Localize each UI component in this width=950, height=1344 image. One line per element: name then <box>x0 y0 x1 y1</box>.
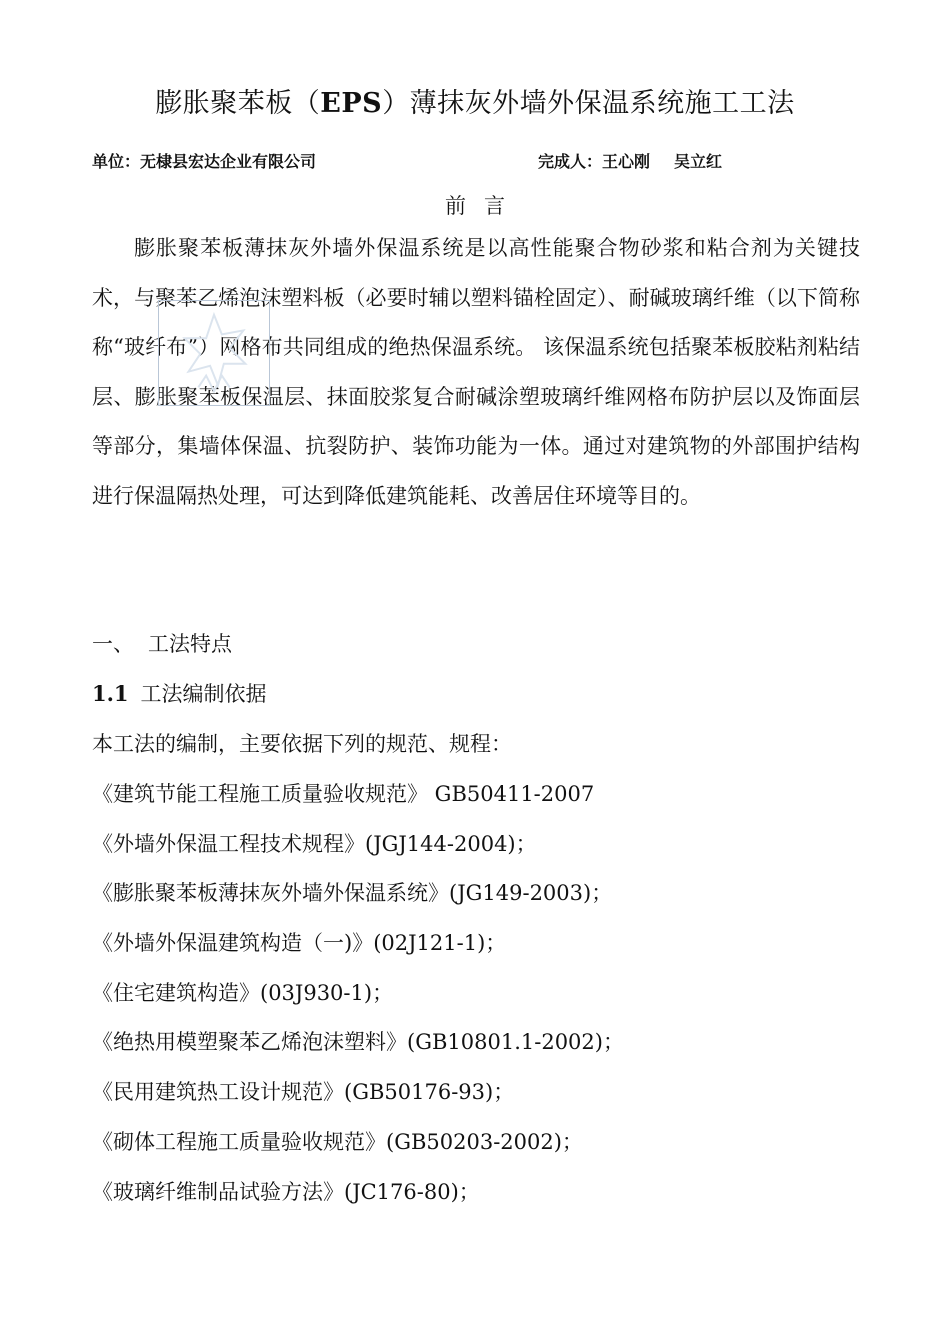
subsection-number: 1.1 <box>92 681 129 706</box>
author-label: 完成人： <box>538 152 603 171</box>
subsection-title: 工法编制依据 <box>140 682 267 706</box>
reference-item: 《民用建筑热工设计规范》(GB50176-93)； <box>92 1080 515 1105</box>
title-part-1: 膨胀聚苯板（ <box>155 88 321 119</box>
reference-list <box>92 778 624 1225</box>
reference-item: 《绝热用模塑聚苯乙烯泡沫塑料》(GB10801.1-2002)； <box>92 1030 624 1055</box>
preface-heading: 前言 <box>445 194 523 218</box>
reference-item: 《玻璃纤维制品试验方法》(JC176-80)； <box>92 1179 480 1204</box>
section-heading-1 <box>92 628 232 660</box>
document-meta <box>92 150 872 174</box>
reference-item: 《建筑节能工程施工质量验收规范》 GB50411-2007 <box>92 782 595 806</box>
section-title: 工法特点 <box>148 632 232 656</box>
author-2: 吴立红 <box>674 152 723 171</box>
title-bold-eps: EPS <box>320 88 383 119</box>
author-1: 王心刚 <box>602 152 651 171</box>
basis-intro: 本工法的编制，主要依据下列的规范、规程： <box>92 732 512 756</box>
unit-value: 无棣县宏达企业有限公司 <box>140 152 317 171</box>
reference-item: 《外墙外保温建筑构造（一)》(02J121-1)； <box>92 931 507 956</box>
document-title <box>0 84 950 124</box>
author-info <box>538 150 722 174</box>
reference-item: 《膨胀聚苯板薄抹灰外墙外保温系统》(JG149-2003)； <box>92 881 613 906</box>
section-number: 一、 <box>92 632 134 656</box>
reference-item: 《外墙外保温工程技术规程》(JGJ144-2004)； <box>92 831 537 856</box>
unit-info <box>92 150 316 174</box>
subsection-heading-1-1 <box>92 678 267 710</box>
preface-paragraph: 膨胀聚苯板薄抹灰外墙外保温系统是以高性能聚合物砂浆和粘合剂为关键技术，与聚苯乙烯泡沫塑料板（必要时辅以塑料锚栓固定）、耐碱玻璃纤维（以下简称称“玻纤布”）网格布共同组成的绝热保温系统。 该保温系统包括聚苯板胶粘剂粘结层、膨胀聚苯板保温层、抹面胶浆复合耐碱涂塑玻璃纤维网格布防护层以及饰面层等部分，集墙体保温、抗裂防护、装饰功能为一体。通过对建筑物的外部围护结构进行保温隔热处理，可达到降低建筑能耗、改善居住环境等目的。 <box>92 236 860 508</box>
reference-item: 《住宅建筑构造》(03J930-1)； <box>92 980 394 1005</box>
title-part-2: ）薄抹灰外墙外保温系统施工工法 <box>382 88 795 119</box>
unit-label: 单位： <box>92 152 141 171</box>
reference-item: 《砌体工程施工质量验收规范》(GB50203-2002)； <box>92 1129 583 1154</box>
